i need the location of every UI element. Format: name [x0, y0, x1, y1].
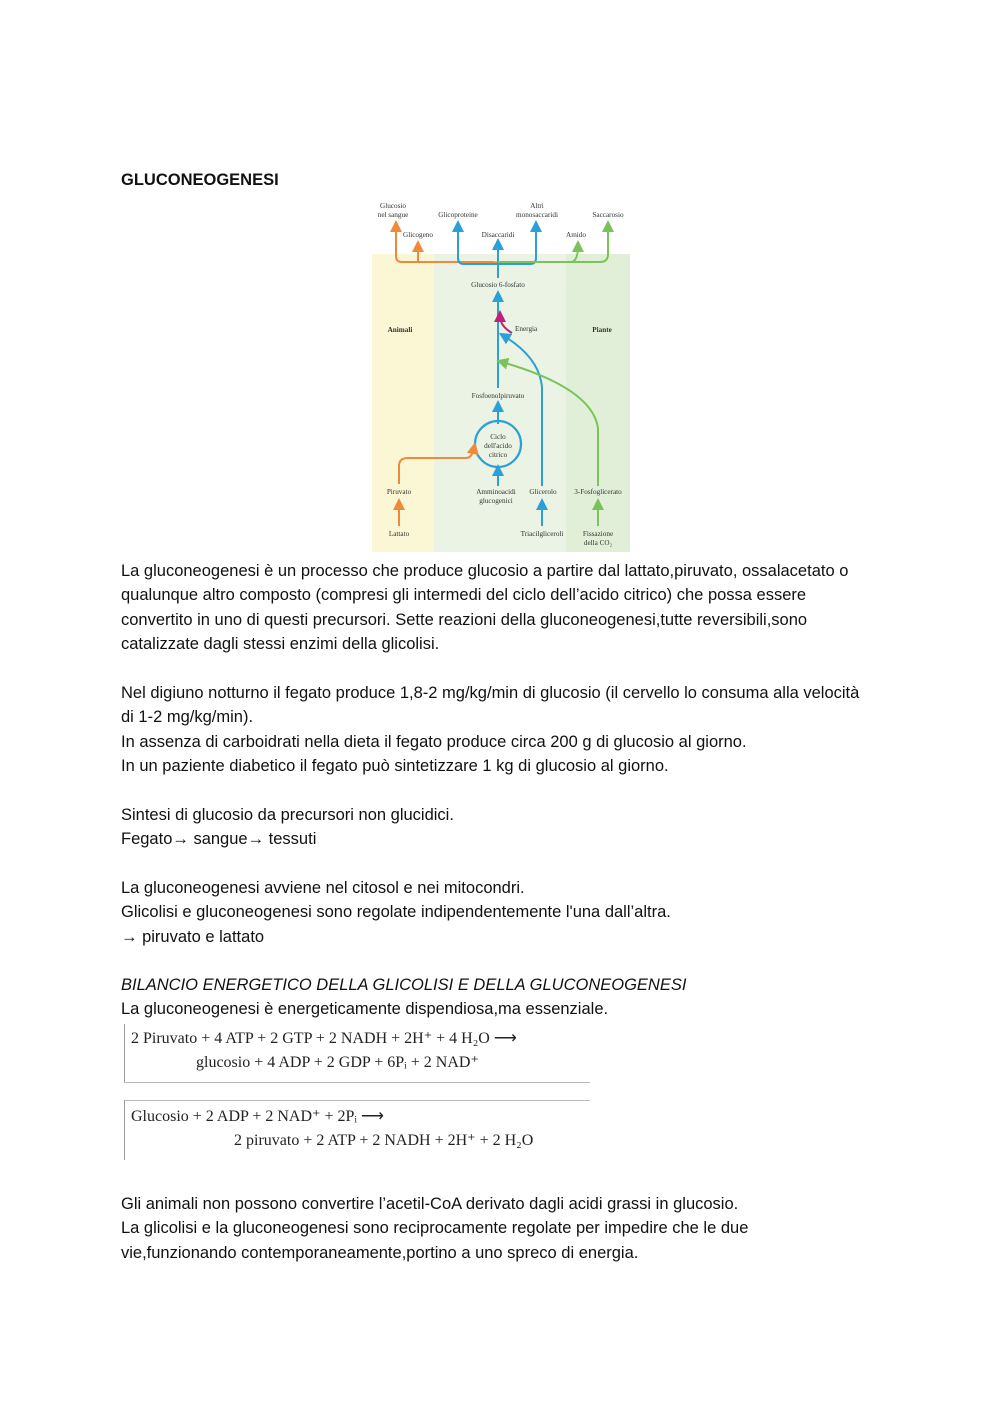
paragraph-2 [121, 681, 881, 779]
label-amminoacidi-2: glucogenici [479, 497, 513, 505]
label-altri-1: Altri [530, 202, 544, 210]
label-glucosio-6-fosfato: Glucosio 6-fosfato [471, 281, 525, 289]
p5-line-1: Gli animali non possono convertire l’acetil-CoA derivato dagli acidi grassi in glucosio. [121, 1195, 739, 1213]
equation-glycolysis [124, 1100, 590, 1162]
label-glicerolo: Glicerolo [529, 488, 557, 496]
label-piante: Piante [592, 326, 612, 334]
label-saccarosio: Saccarosio [592, 211, 624, 219]
p4-line-3: → piruvato e lattato [121, 927, 265, 946]
label-energia: Energia [515, 325, 538, 333]
label-ciclo-3: citrico [488, 451, 508, 459]
label-fissazione-2: della CO₂ [583, 539, 613, 547]
label-lattato: Lattato [388, 530, 410, 538]
paragraph-1: La gluconeogenesi è un processo che produce glucosio a partire dal lattato,piruvato, ossalacetato o qualunque altro composto (compresi gli intermedi del ciclo dell’acido citrico) che possa essere convertito in uno di questi precursori. Sette reazioni della gluconeogenesi,tutte reversibili,sono catalizzate dagli stessi enzimi della glicolisi. [121, 562, 849, 654]
label-amminoacidi-1: Amminoacidi [476, 488, 516, 496]
paragraph-3 [121, 803, 881, 852]
animal-region [372, 254, 434, 552]
p2-line-3: In un paziente diabetico il fegato può sintetizzare 1 kg di glucosio al giorno. [121, 757, 669, 776]
label-amido: Amido [566, 231, 586, 239]
label-glicoproteine: Glicoproteine [438, 211, 478, 219]
label-disaccaridi: Disaccaridi [481, 231, 515, 239]
eq1-line-1: 2 Piruvato + 4 ATP + 2 GTP + 2 NADH + 2H⁺ + 4 H₂O ⟶ [131, 1030, 517, 1047]
gluconeogenesis-diagram [372, 198, 630, 552]
p5-line-2: La glicolisi e la gluconeogenesi sono reciprocamente regolate per impedire che le due vie,funzionando contemporaneamente,portino a uno spreco di energia. [121, 1219, 749, 1262]
p2-line-1: Nel digiuno notturno il fegato produce 1,8-2 mg/kg/min di glucosio (il cervello lo consuma alla velocità di 1-2 mg/kg/min). [121, 684, 860, 727]
label-fosfoenolpiruvato: Fosfoenolpiruvato [471, 392, 525, 400]
paragraph-5 [121, 1192, 841, 1265]
bilancio-text: La gluconeogenesi è energeticamente dispendiosa,ma essenziale. [121, 1000, 609, 1019]
p3-line-2: Fegato→ sangue→ tessuti [121, 830, 317, 849]
p4-line-1: La gluconeogenesi avviene nel citosol e nei mitocondri. [121, 879, 525, 897]
eq2-line-2: 2 piruvato + 2 ATP + 2 NADH + 2H⁺ + 2 H₂O [234, 1132, 534, 1149]
label-glicogeno: Glicogeno [403, 231, 433, 239]
eq2-line-1: Glucosio + 2 ADP + 2 NAD⁺ + 2Pᵢ ⟶ [131, 1108, 384, 1125]
label-fissazione-1: Fissazione [582, 530, 614, 538]
label-piruvato: Piruvato [386, 488, 412, 496]
bilancio-section [121, 973, 881, 1022]
label-altri-2: monosaccaridi [516, 211, 558, 219]
center-region [434, 254, 566, 552]
paragraph-4 [121, 876, 881, 949]
label-ciclo-1: Ciclo [490, 433, 506, 441]
label-ciclo-2: dell'acido [484, 442, 512, 450]
p3-line-1: Sintesi di glucosio da precursori non glucidici. [121, 806, 454, 824]
label-fosfoglicerato: 3-Fosfoglicerato [574, 488, 622, 496]
label-glucosio-sangue-1: Glucosio [380, 202, 406, 210]
p4-line-2: Glicolisi e gluconeogenesi sono regolate indipendentemente l'una dall’altra. [121, 903, 671, 922]
label-triacilgliceroli: Triacilgliceroli [520, 530, 564, 538]
bilancio-title: BILANCIO ENERGETICO DELLA GLICOLISI E DELLA GLUCONEOGENESI [121, 976, 687, 994]
equation-gluconeogenesis [124, 1024, 590, 1084]
page-heading: GLUCONEOGENESI [121, 171, 279, 189]
eq1-line-2: glucosio + 4 ADP + 2 GDP + 6Pᵢ + 2 NAD⁺ [196, 1054, 479, 1071]
p2-line-2: In assenza di carboidrati nella dieta il fegato produce circa 200 g di glucosio al giorno. [121, 732, 747, 751]
label-glucosio-sangue-2: nel sangue [377, 211, 409, 219]
label-animali: Animali [387, 326, 413, 334]
